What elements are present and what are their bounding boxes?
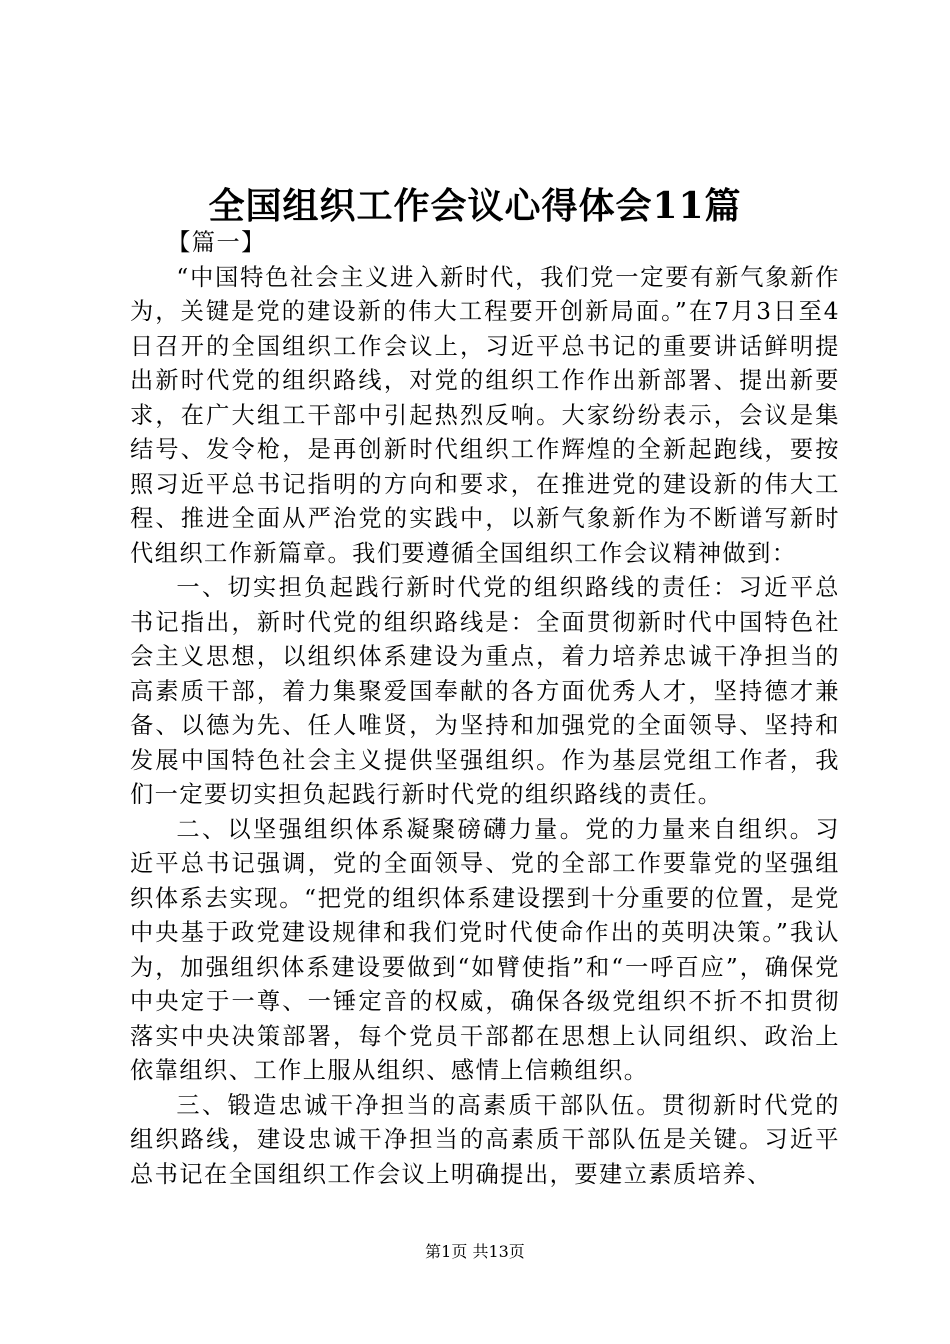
- section-heading: 【篇一】: [167, 229, 266, 256]
- page-number-footer: 第1页 共13页: [425, 1242, 525, 1261]
- document-title: 全国组织工作会议心得体会11篇: [208, 185, 742, 227]
- document-body: [130, 226, 840, 1192]
- paragraph-intro: “中国特色社会主义进入新时代，我们党一定要有新气象新作为，关键是党的建设新的伟大工程要开创新局面。”在7月3日至4日召开的全国组织工作会议上，习近平总书记的重要讲话鲜明提出新时代党的组织路线，对党的组织工作作出新部署、提出新要求，在广大组工干部中引起热烈反响。大家纷纷表示，会议是集结号、发令枪，是再创新时代组织工作辉煌的全新起跑线，要按照习近平总书记指明的方向和要求，在推进党的建设新的伟大工程、推进全面从严治党的实践中，以新气象新作为不断谱写新时代组织工作新篇章。我们要遵循全国组织工作会议精神做到：: [130, 263, 840, 567]
- paragraph-point-two: 二、以坚强组织体系凝聚磅礴力量。党的力量来自组织。习近平总书记强调，党的全面领导、党的全部工作要靠党的坚强组织体系去实现。“把党的组织体系建设摆到十分重要的位置，是党中央基于政党建设规律和我们党时代使命作出的英明决策。”我认为，加强组织体系建设要做到“如臂使指”和“一呼百应”，确保党中央定于一尊、一锤定音的权威，确保各级党组织不折不扣贯彻落实中央决策部署，每个党员干部都在思想上认同组织、政治上依靠组织、工作上服从组织、感情上信赖组织。: [130, 815, 840, 1084]
- paragraph-point-one: 一、切实担负起践行新时代党的组织路线的责任：习近平总书记指出，新时代党的组织路线是：全面贯彻新时代中国特色社会主义思想，以组织体系建设为重点，着力培养忠诚干净担当的高素质干部，着力集聚爱国奉献的各方面优秀人才，坚持德才兼备、以德为先、任人唯贤，为坚持和加强党的全面领导、坚持和发展中国特色社会主义提供坚强组织。作为基层党组工作者，我们一定要切实担负起践行新时代党的组织路线的责任。: [130, 574, 840, 808]
- paragraph-point-three: 三、锻造忠诚干净担当的高素质干部队伍。贯彻新时代党的组织路线，建设忠诚干净担当的高素质干部队伍是关键。习近平总书记在全国组织工作会议上明确提出，要建立素质培养、: [130, 1091, 840, 1188]
